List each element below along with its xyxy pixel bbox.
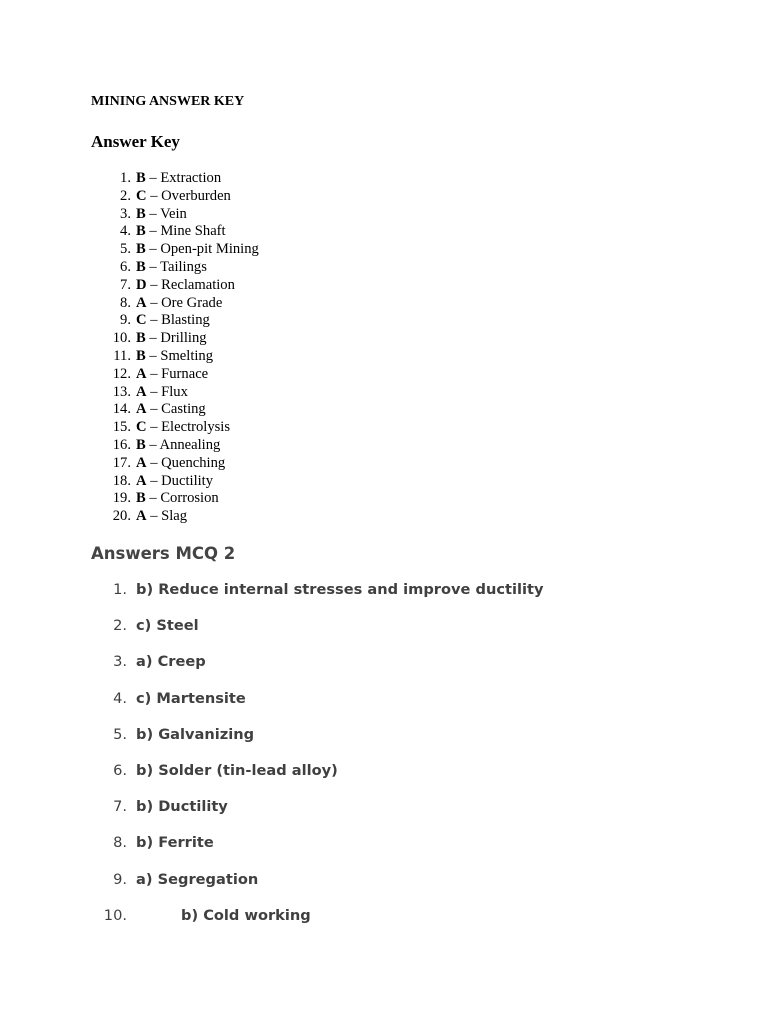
- item-number: 17.: [112, 454, 131, 471]
- answer-term: Vein: [160, 205, 187, 222]
- answer-term: Flux: [161, 383, 188, 400]
- answer-letter: B: [136, 347, 146, 364]
- answer-letter: A: [136, 454, 147, 471]
- answer-letter: B: [136, 223, 146, 240]
- answer-letter: A: [136, 472, 147, 489]
- item-number: 9.: [113, 870, 127, 888]
- separator: –: [145, 436, 160, 453]
- mcq2-answer: c) Steel: [136, 617, 199, 635]
- separator: –: [146, 508, 162, 525]
- item-number: 1.: [113, 581, 127, 598]
- answer-term: Casting: [161, 401, 206, 418]
- answer-term: Overburden: [161, 187, 231, 204]
- answer-term: Blasting: [161, 312, 210, 329]
- item-number: 6.: [120, 258, 131, 275]
- separator: –: [146, 383, 162, 400]
- answer-letter: D: [136, 276, 147, 293]
- document-title: MINING ANSWER KEY: [91, 94, 245, 109]
- separator: –: [145, 223, 161, 240]
- mcq2-answer: b) Ferrite: [136, 834, 214, 852]
- item-number: 10.: [112, 330, 131, 347]
- item-number: 8.: [113, 834, 127, 852]
- answer-letter: B: [136, 170, 146, 186]
- item-number: 13.: [112, 383, 131, 400]
- answer-term: Ductility: [161, 472, 214, 489]
- answer-term: Reclamation: [161, 276, 235, 293]
- item-number: 10.: [103, 906, 127, 924]
- mcq2-answer: a) Segregation: [136, 870, 259, 888]
- answer-letter: B: [136, 241, 146, 258]
- item-number: 4.: [120, 223, 131, 240]
- answer-term: Ore Grade: [161, 294, 223, 311]
- mcq2-heading: Answers MCQ 2: [91, 544, 236, 563]
- separator: –: [146, 419, 162, 436]
- answer-letter: B: [136, 436, 146, 453]
- mcq2-answer: b) Solder (tin-lead alloy): [136, 761, 338, 779]
- answer-term: Mine Shaft: [160, 223, 226, 240]
- separator: –: [146, 472, 162, 489]
- separator: –: [146, 276, 162, 293]
- item-number: 7.: [120, 276, 131, 293]
- answer-letter: A: [136, 383, 147, 400]
- mcq2-answer: c) Martensite: [136, 689, 246, 707]
- separator: –: [145, 330, 161, 347]
- item-number: 7.: [113, 798, 127, 816]
- answer-term: Annealing: [159, 436, 221, 453]
- mcq2-answer: b) Cold working: [181, 906, 311, 924]
- answer-term: Drilling: [160, 330, 207, 347]
- item-number: 18.: [112, 472, 131, 489]
- answer-term: Slag: [161, 508, 188, 525]
- item-number: 8.: [120, 294, 131, 311]
- item-number: 4.: [113, 689, 127, 707]
- separator: –: [145, 205, 161, 222]
- item-number: 5.: [120, 241, 131, 258]
- answer-letter: A: [136, 401, 147, 418]
- item-number: 1.: [120, 170, 131, 186]
- separator: –: [146, 312, 162, 329]
- answer-term: Electrolysis: [161, 419, 231, 436]
- item-number: 3.: [113, 653, 127, 671]
- item-number: 12.: [112, 365, 131, 382]
- answer-letter: B: [136, 205, 146, 222]
- answer-letter: C: [136, 312, 147, 329]
- answer-letter: C: [136, 419, 147, 436]
- mcq2-answer: b) Reduce internal stresses and improve ductility: [136, 581, 544, 598]
- answer-term: Extraction: [160, 170, 222, 186]
- answer-letter: B: [136, 490, 146, 507]
- separator: –: [146, 454, 162, 471]
- item-number: 20.: [112, 508, 131, 525]
- item-number: 9.: [120, 312, 131, 329]
- separator: –: [145, 258, 161, 275]
- separator: –: [145, 241, 161, 258]
- answer-term: Furnace: [161, 365, 209, 382]
- mcq2-answer: b) Galvanizing: [136, 725, 255, 743]
- mcq2-answer: b) Ductility: [136, 798, 228, 816]
- item-number: 19.: [112, 490, 131, 507]
- answer-term: Smelting: [160, 347, 214, 364]
- mcq2-answer: a) Creep: [136, 653, 206, 671]
- separator: –: [146, 294, 162, 311]
- answer-letter: C: [136, 187, 147, 204]
- answer-letter: B: [136, 330, 146, 347]
- item-number: 14.: [112, 401, 131, 418]
- separator: –: [145, 170, 161, 186]
- answer-term: Tailings: [160, 258, 207, 275]
- separator: –: [145, 347, 161, 364]
- answer-term: Corrosion: [160, 490, 219, 507]
- item-number: 2.: [120, 187, 131, 204]
- item-number: 16.: [112, 436, 131, 453]
- separator: –: [146, 401, 162, 418]
- item-number: 11.: [113, 347, 131, 364]
- separator: –: [146, 365, 162, 382]
- item-number: 6.: [113, 761, 127, 779]
- item-number: 2.: [113, 617, 127, 635]
- separator: –: [146, 187, 162, 204]
- answer-letter: A: [136, 294, 147, 311]
- item-number: 5.: [113, 725, 127, 743]
- answer-letter: B: [136, 258, 146, 275]
- answer-term: Quenching: [161, 454, 226, 471]
- answer-letter: A: [136, 508, 147, 525]
- answer-letter: A: [136, 365, 147, 382]
- item-number: 3.: [120, 205, 131, 222]
- separator: –: [145, 490, 161, 507]
- answer-term: Open-pit Mining: [160, 241, 259, 258]
- answer-key-heading: Answer Key: [91, 132, 180, 151]
- item-number: 15.: [112, 419, 131, 436]
